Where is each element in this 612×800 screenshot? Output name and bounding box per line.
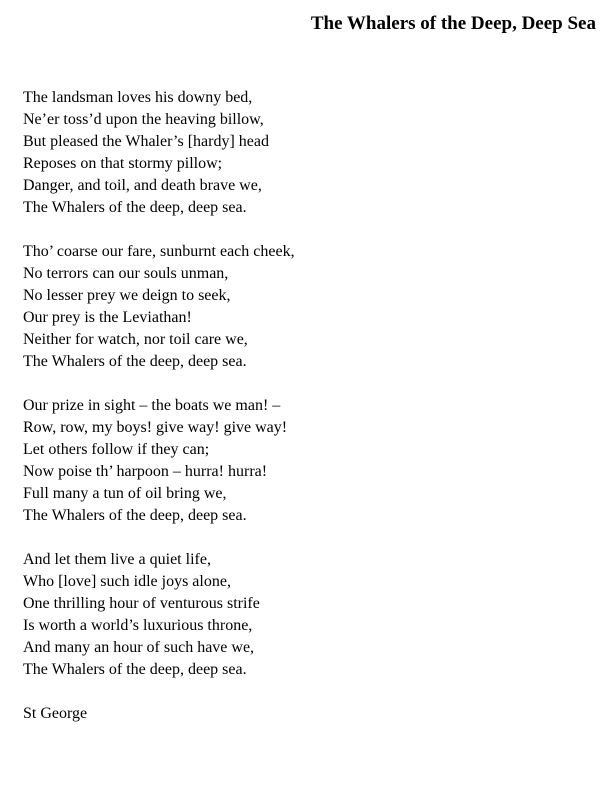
poem-line: The Whalers of the deep, deep sea.	[23, 199, 247, 216]
stanza-3	[23, 395, 593, 527]
poem-line: Ne’er toss’d upon the heaving billow,	[23, 111, 264, 128]
poem-line: The Whalers of the deep, deep sea.	[23, 353, 247, 370]
poem-line: Row, row, my boys! give way! give way!	[23, 419, 288, 436]
poem-line: But pleased the Whaler’s [hardy] head	[23, 133, 269, 150]
poem-line: Neither for watch, nor toil care we,	[23, 331, 248, 348]
poem-line: Full many a tun of oil bring we,	[23, 485, 227, 502]
poem-line: The landsman loves his downy bed,	[23, 89, 253, 106]
poem-line: Is worth a world’s luxurious throne,	[23, 617, 253, 634]
poem-line: The Whalers of the deep, deep sea.	[23, 507, 247, 524]
poem-line: No lesser prey we deign to seek,	[23, 287, 231, 304]
stanza-4	[23, 549, 593, 681]
poem-title: The Whalers of the Deep, Deep Sea	[310, 13, 596, 34]
poem-line: And let them live a quiet life,	[23, 551, 211, 568]
poem-line: Who [love] such idle joys alone,	[23, 573, 231, 590]
stanza-2	[23, 241, 593, 373]
poem-line: Let others follow if they can;	[23, 441, 210, 458]
poem-line: Tho’ coarse our fare, sunburnt each cheek,	[23, 243, 295, 260]
poem-line: Danger, and toil, and death brave we,	[23, 177, 262, 194]
poem-line: And many an hour of such have we,	[23, 639, 255, 656]
poem-line: The Whalers of the deep, deep sea.	[23, 661, 247, 678]
author-signature: St George	[23, 705, 88, 722]
poem-body	[23, 87, 593, 725]
poem-line: Our prize in sight – the boats we man! –	[23, 397, 281, 414]
poem-line: Our prey is the Leviathan!	[23, 309, 192, 326]
poem-line: Now poise th’ harpoon – hurra! hurra!	[23, 463, 268, 480]
poem-line: Reposes on that stormy pillow;	[23, 155, 223, 172]
stanza-1	[23, 87, 593, 219]
poem-line: One thrilling hour of venturous strife	[23, 595, 260, 612]
poem-line: No terrors can our souls unman,	[23, 265, 229, 282]
